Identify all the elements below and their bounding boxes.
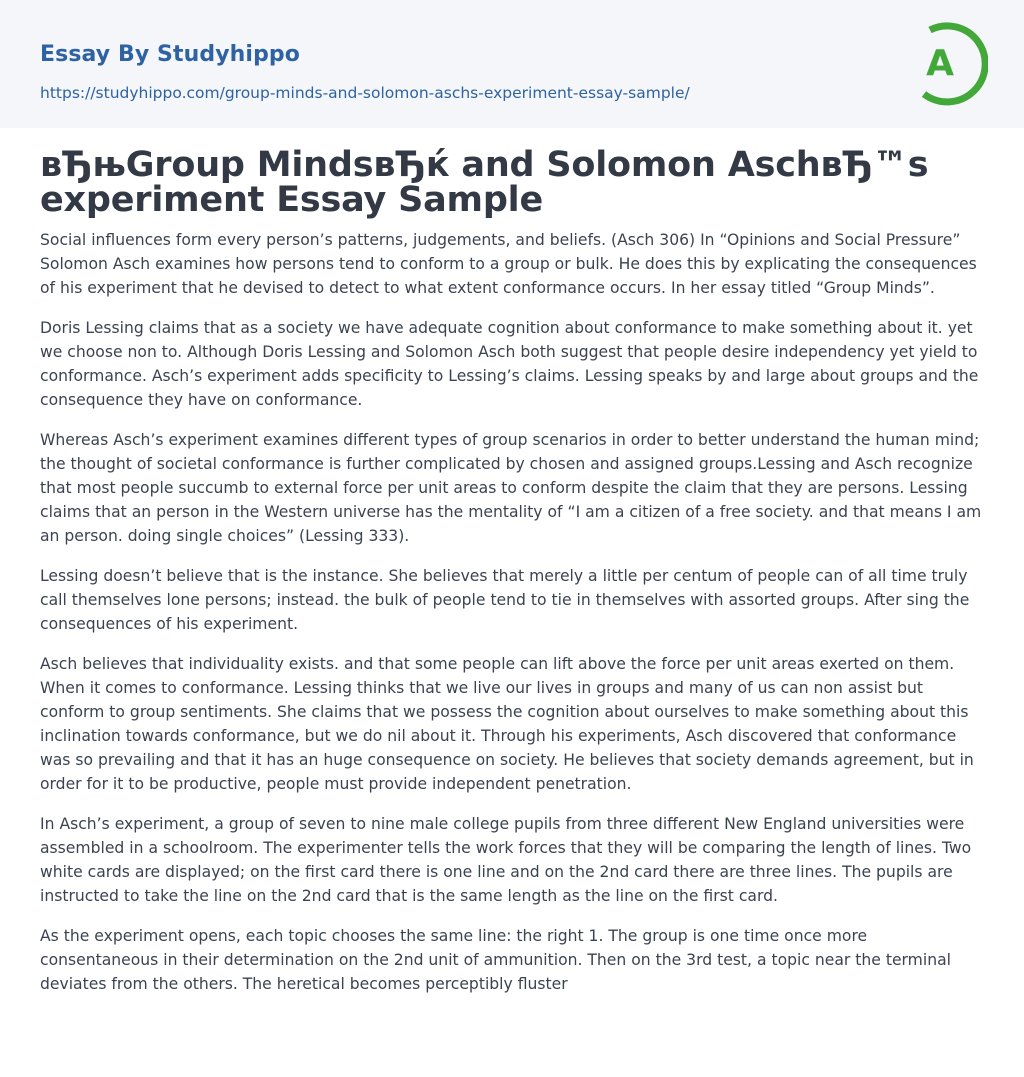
paragraph: Social influences form every person’s patterns, judgements, and beliefs. (Asch 306) In “Opinions and Social Pressure” Solomon Asch examines how persons tend to conform to a group or bulk. He does this by explicating the consequences of his experiment that he devised to detect to what extent conformance occurs. In her essay titled “Group Minds”. <box>40 231 977 297</box>
page-header <box>0 0 1024 128</box>
paragraph: Lessing doesn’t believe that is the instance. She believes that merely a little per centum of people can of all time truly call themselves lone persons; instead. the bulk of people tend to tie in themselves with assorted groups. After sing the consequences of his experiment. <box>40 567 970 633</box>
paragraph: Whereas Asch’s experiment examines different types of group scenarios in order to better understand the human mind; the thought of societal conformance is further complicated by chosen and assigned groups.Lessing and Asch recognize that most people succumb to external force per unit areas to conform despite the claim that they are persons. Lessing claims that an person in the Western universe has the mentality of “I am a citizen of a free society. and that means I am an person. doing single choices” (Lessing 333). <box>40 431 982 545</box>
logo-letter: A <box>926 43 954 84</box>
brand-title[interactable]: Essay By Studyhippo <box>40 42 300 67</box>
paragraph: Asch believes that individuality exists. and that some people can lift above the force per unit areas exerted on them. When it comes to conformance. Lessing thinks that we live our lives in groups and many of us can non assist but conform to group sentiments. She claims that we possess the cognition about ourselves to make something about this inclination towards conformance, but we do nil about it. Through his experiments, Asch discovered that conformance was so prevailing and that it has an huge consequence on society. He believes that society demands agreement, but in order for it to be productive, people must provide independent penetration. <box>40 655 974 793</box>
studyhippo-logo-icon[interactable] <box>910 18 988 106</box>
paragraph: Doris Lessing claims that as a society we have adequate cognition about conformance to make something about it. yet we choose non to. Although Doris Lessing and Solomon Asch both suggest that people desire independency yet yield to conformance. Asch’s experiment adds specificity to Lessing’s claims. Lessing speaks by and large about groups and the consequence they have on conformance. <box>40 319 979 409</box>
article-title: вЂњGroup MindsвЂќ and Solomon AschвЂ™s experiment Essay Sample <box>40 145 929 220</box>
paragraph: As the experiment opens, each topic chooses the same line: the right 1. The group is one time once more consentaneous in their determination on the 2nd unit of ammunition. Then on the 3rd test, a topic near the terminal deviates from the others. The heretical becomes perceptibly fluster <box>40 927 951 993</box>
article-body <box>40 228 990 1012</box>
source-url-link[interactable]: https://studyhippo.com/group-minds-and-solomon-aschs-experiment-essay-sample/ <box>40 84 690 102</box>
paragraph: In Asch’s experiment, a group of seven to nine male college pupils from three different New England universities were assembled in a schoolroom. The experimenter tells the work forces that they will be comparing the length of lines. Two white cards are displayed; on the first card there is one line and on the 2nd card there are three lines. The pupils are instructed to take the line on the 2nd card that is the same length as the line on the first card. <box>40 815 972 905</box>
